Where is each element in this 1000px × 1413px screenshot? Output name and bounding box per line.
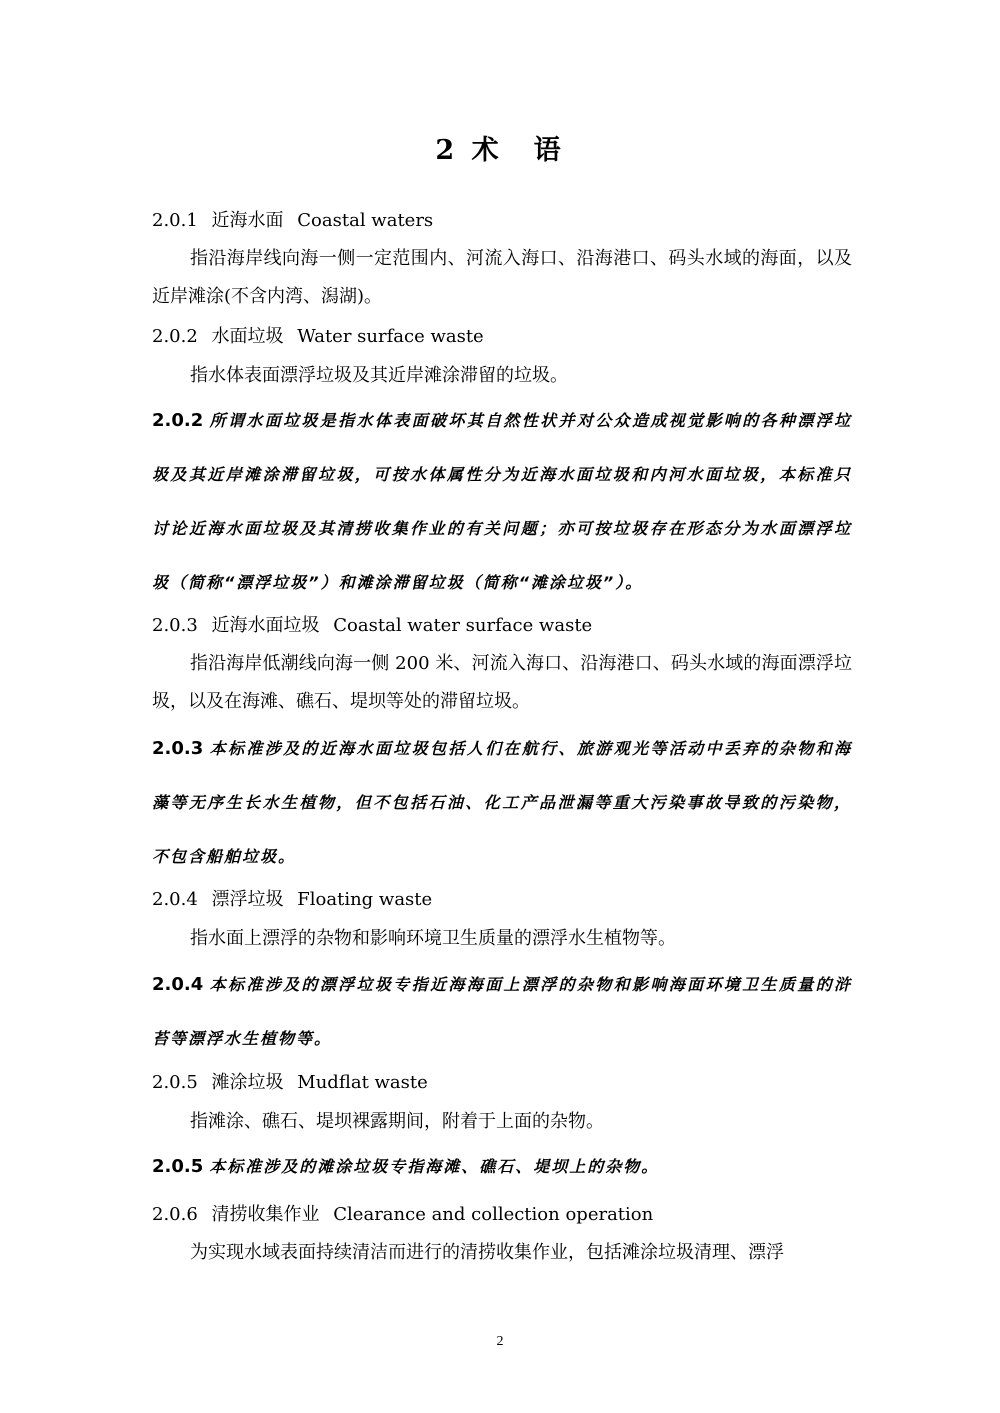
term-english: Coastal water surface waste: [333, 615, 593, 636]
explanation-text: 本标准涉及的近海水面垃圾包括人们在航行、旅游观光等活动中丢弃的杂物和海藻等无序生长水生植物，但不包括石油、化工产品泄漏等重大污染事故导致的污染物，不包含船舶垃圾。: [152, 739, 852, 866]
term-number: 2.0.4: [152, 889, 198, 910]
term-2-0-1: [152, 207, 433, 235]
term-2-0-3: [152, 612, 592, 640]
term-chinese: 水面垃圾: [211, 326, 284, 347]
term-2-0-4: [152, 886, 432, 914]
explanation-number: 2.0.5: [152, 1156, 204, 1177]
term-chinese: 近海水面: [211, 210, 284, 231]
explanation-2-0-5: [152, 1140, 852, 1194]
definition-2-0-1: 指沿海岸线向海一侧一定范围内、河流入海口、沿海港口、码头水域的海面，以及近岸滩涂(不含内湾、潟湖)。: [152, 248, 852, 307]
explanation-number: 2.0.4: [152, 974, 204, 995]
term-chinese: 滩涂垃圾: [211, 1072, 284, 1093]
page-number: 2: [496, 1334, 504, 1349]
explanation-2-0-2: [152, 394, 852, 610]
chapter-title: 2 术 语: [435, 135, 565, 166]
term-2-0-2: [152, 323, 484, 351]
term-number: 2.0.3: [152, 615, 198, 636]
term-english: Coastal waters: [297, 210, 434, 231]
definition-2-0-6: 为实现水域表面持续清洁而进行的清捞收集作业，包括滩涂垃圾清理、漂浮: [190, 1242, 784, 1263]
term-number: 2.0.6: [152, 1204, 198, 1225]
term-english: Clearance and collection operation: [333, 1204, 654, 1225]
term-number: 2.0.5: [152, 1072, 198, 1093]
term-2-0-5: [152, 1069, 428, 1097]
term-number: 2.0.2: [152, 326, 198, 347]
definition-2-0-3: 指沿海岸低潮线向海一侧 200 米、河流入海口、沿海港口、码头水域的海面漂浮垃圾，以及在海滩、礁石、堤坝等处的滞留垃圾。: [152, 653, 852, 712]
explanation-2-0-4: [152, 958, 852, 1066]
term-english: Floating waste: [297, 889, 433, 910]
explanation-text: 本标准涉及的漂浮垃圾专指近海海面上漂浮的杂物和影响海面环境卫生质量的浒苔等漂浮水生植物等。: [152, 975, 852, 1048]
definition-2-0-4: 指水面上漂浮的杂物和影响环境卫生质量的漂浮水生植物等。: [190, 928, 676, 949]
term-english: Water surface waste: [297, 326, 484, 347]
definition-2-0-5: 指滩涂、礁石、堤坝裸露期间，附着于上面的杂物。: [190, 1111, 604, 1132]
explanation-2-0-3: [152, 722, 852, 884]
term-english: Mudflat waste: [297, 1072, 428, 1093]
explanation-number: 2.0.3: [152, 738, 204, 759]
explanation-number: 2.0.2: [152, 410, 204, 431]
term-2-0-6: [152, 1201, 653, 1229]
term-chinese: 近海水面垃圾: [211, 615, 320, 636]
term-number: 2.0.1: [152, 210, 198, 231]
term-chinese: 漂浮垃圾: [211, 889, 284, 910]
term-chinese: 清捞收集作业: [211, 1204, 320, 1225]
explanation-text: 本标准涉及的滩涂垃圾专指海滩、礁石、堤坝上的杂物。: [209, 1157, 660, 1176]
explanation-text: 所谓水面垃圾是指水体表面破坏其自然性状并对公众造成视觉影响的各种漂浮垃圾及其近岸滩涂滞留垃圾，可按水体属性分为近海水面垃圾和内河水面垃圾，本标准只讨论近海水面垃圾及其清捞收集作业的有关问题；亦可按垃圾存在形态分为水面漂浮垃圾（简称“漂浮垃圾”）和滩涂滞留垃圾（简称“滩涂垃圾”）。: [152, 411, 852, 592]
definition-2-0-2: 指水体表面漂浮垃圾及其近岸滩涂滞留的垃圾。: [190, 365, 568, 386]
